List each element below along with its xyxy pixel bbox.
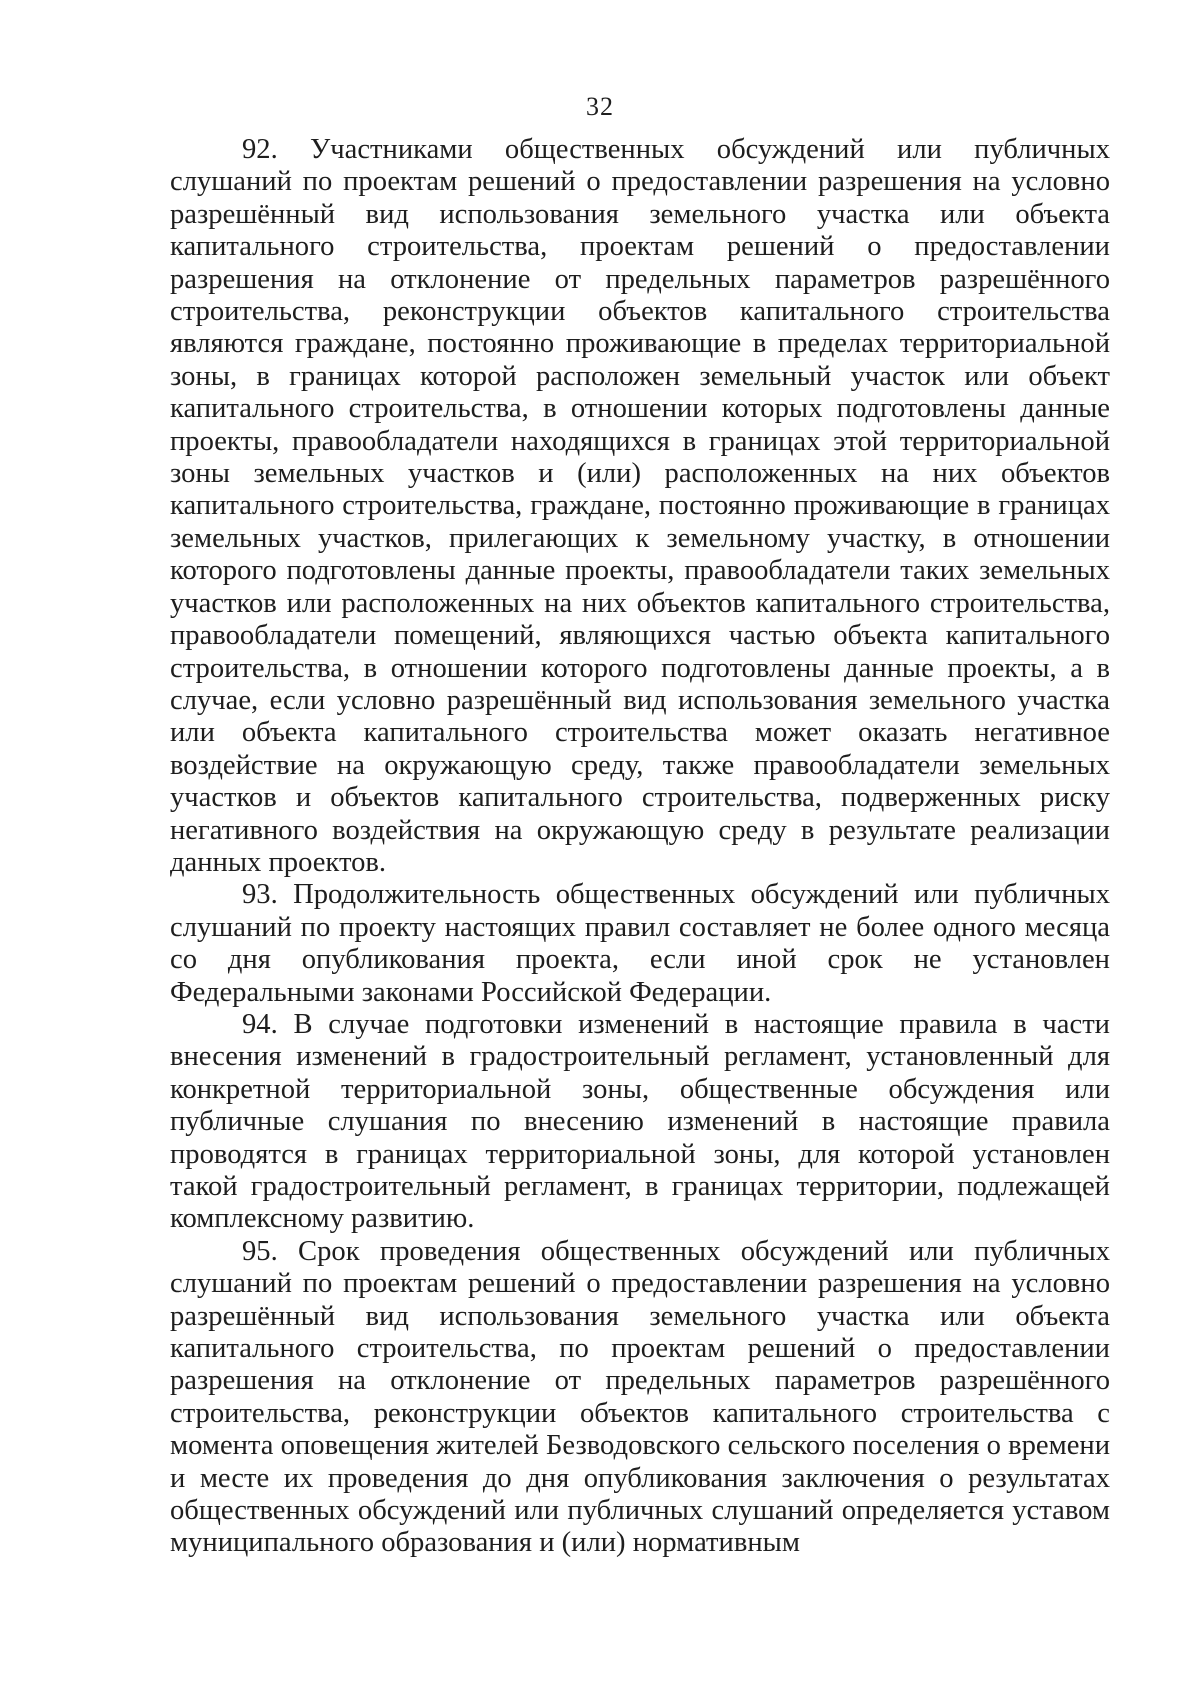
paragraph-94: 94. В случае подготовки изменений в настоящие правила в части внесения изменений в градостроительный регламент, установленный для конкретной территориальной зоны, общественные обсуждения или публичные слушания по внесению изменений в настоящие правила проводятся в границах территориальной зоны, для которой установлен такой градостроительный регламент, в границах территории, подлежащей комплексному развитию. — [170, 1008, 1110, 1235]
paragraph-93: 93. Продолжительность общественных обсуждений или публичных слушаний по проекту настоящих правил составляет не более одного месяца со дня опубликования проекта, если иной срок не установлен Федеральными законами Российской Федерации. — [170, 879, 1110, 1008]
paragraph-92: 92. Участниками общественных обсуждений или публичных слушаний по проектам решений о предоставлении разрешения на условно разрешённый вид использования земельного участка или объекта капитального строительства, проектам решений о предоставлении разрешения на отклонение от предельных параметров разрешённого строительства, реконструкции объектов капитального строительства являются граждане, постоянно проживающие в пределах территориальной зоны, в границах которой расположен земельный участок или объект капитального строительства, в отношении которых подготовлены данные проекты, правообладатели находящихся в границах этой территориальной зоны земельных участков и (или) расположенных на них объектов капитального строительства, граждане, постоянно проживающие в границах земельных участков, прилегающих к земельному участку, в отношении которого подготовлены данные проекты, правообладатели таких земельных участков или расположенных на них объектов капитального строительства, правообладатели помещений, являющихся частью объекта капитального строительства, в отношении которого подготовлены данные проекты, а в случае, если условно разрешённый вид использования земельного участка или объекта капитального строительства может оказать негативное воздействие на окружающую среду, также правообладатели земельных участков и объектов капитального строительства, подверженных риску негативного воздействия на окружающую среду в результате реализации данных проектов. — [170, 134, 1110, 878]
paragraph-95: 95. Срок проведения общественных обсуждений или публичных слушаний по проектам решений о предоставлении разрешения на условно разрешённый вид использования земельного участка или объекта капитального строительства, по проектам решений о предоставлении разрешения на отклонение от предельных параметров разрешённого строительства, реконструкции объектов капитального строительства с момента оповещения жителей Безводовского сельского поселения о времени и месте их проведения до дня опубликования заключения о результатах общественных обсуждений или публичных слушаний определяется уставом муниципального образования и (или) нормативным — [170, 1235, 1110, 1559]
document-body — [170, 134, 1110, 1560]
page-number: 32 — [586, 92, 614, 121]
